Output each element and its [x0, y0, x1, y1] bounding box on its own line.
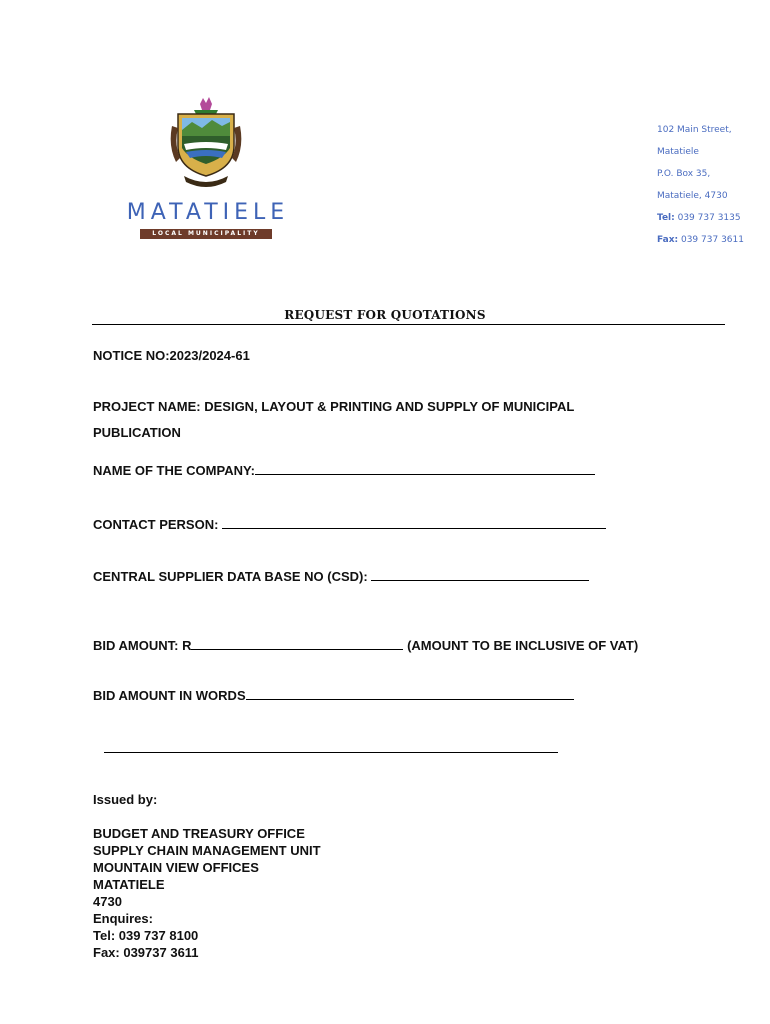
csd-row: [93, 569, 589, 585]
bid-words-continuation-field[interactable]: [104, 752, 558, 753]
contact-person-field[interactable]: [222, 518, 606, 529]
bid-words-row: [93, 688, 574, 704]
address-fax: [657, 234, 744, 246]
issued-by-label: Issued by:: [93, 792, 158, 807]
bid-amount-field[interactable]: [191, 639, 403, 650]
tel-label: Tel:: [657, 213, 675, 223]
document-title: REQUEST FOR QUOTATIONS: [284, 308, 486, 322]
bid-amount-note: (AMOUNT TO BE INCLUSIVE OF VAT): [407, 638, 639, 653]
company-name-field[interactable]: [255, 464, 595, 475]
fax-value: 039 737 3611: [680, 235, 744, 245]
municipal-crest-logo: [166, 96, 246, 192]
address-town: Matatiele: [657, 147, 699, 157]
company-name-row: [93, 463, 595, 479]
address-po-box: P.O. Box 35,: [657, 169, 711, 179]
bid-amount-label: BID AMOUNT: R: [93, 638, 192, 653]
bid-words-label: BID AMOUNT IN WORDS: [93, 688, 246, 703]
issued-by-block: [93, 825, 321, 961]
csd-field[interactable]: [371, 570, 589, 581]
project-name-line2: PUBLICATION: [93, 425, 181, 440]
issued-line: 4730: [93, 894, 122, 909]
address-street: 102 Main Street,: [657, 125, 732, 135]
csd-label: CENTRAL SUPPLIER DATA BASE NO (CSD):: [93, 569, 368, 584]
project-name-line1: PROJECT NAME: DESIGN, LAYOUT & PRINTING AND SUPPLY OF MUNICIPAL: [93, 399, 575, 414]
notice-number: NOTICE NO:2023/2024-61: [93, 348, 250, 363]
title-rule: [92, 324, 725, 325]
issued-line: MATATIELE: [93, 877, 165, 892]
tel-value: 039 737 3135: [677, 213, 741, 223]
issued-line: Enquires:: [93, 911, 153, 926]
contact-person-label: CONTACT PERSON:: [93, 517, 219, 532]
municipality-wordmark: MATATIELE: [126, 200, 290, 225]
bid-words-field[interactable]: [246, 689, 574, 700]
bid-amount-row: [93, 638, 638, 654]
issued-line: BUDGET AND TREASURY OFFICE: [93, 826, 305, 841]
address-tel: [657, 212, 741, 224]
issued-line: SUPPLY CHAIN MANAGEMENT UNIT: [93, 843, 321, 858]
municipality-banner: LOCAL MUNICIPALITY: [140, 229, 272, 239]
company-name-label: NAME OF THE COMPANY:: [93, 463, 256, 478]
issued-line: Tel: 039 737 8100: [93, 928, 199, 943]
issued-line: MOUNTAIN VIEW OFFICES: [93, 860, 259, 875]
contact-person-row: [93, 517, 606, 533]
issued-line: Fax: 039737 3611: [93, 945, 199, 960]
fax-label: Fax:: [657, 235, 679, 245]
address-town-code: Matatiele, 4730: [657, 191, 728, 201]
